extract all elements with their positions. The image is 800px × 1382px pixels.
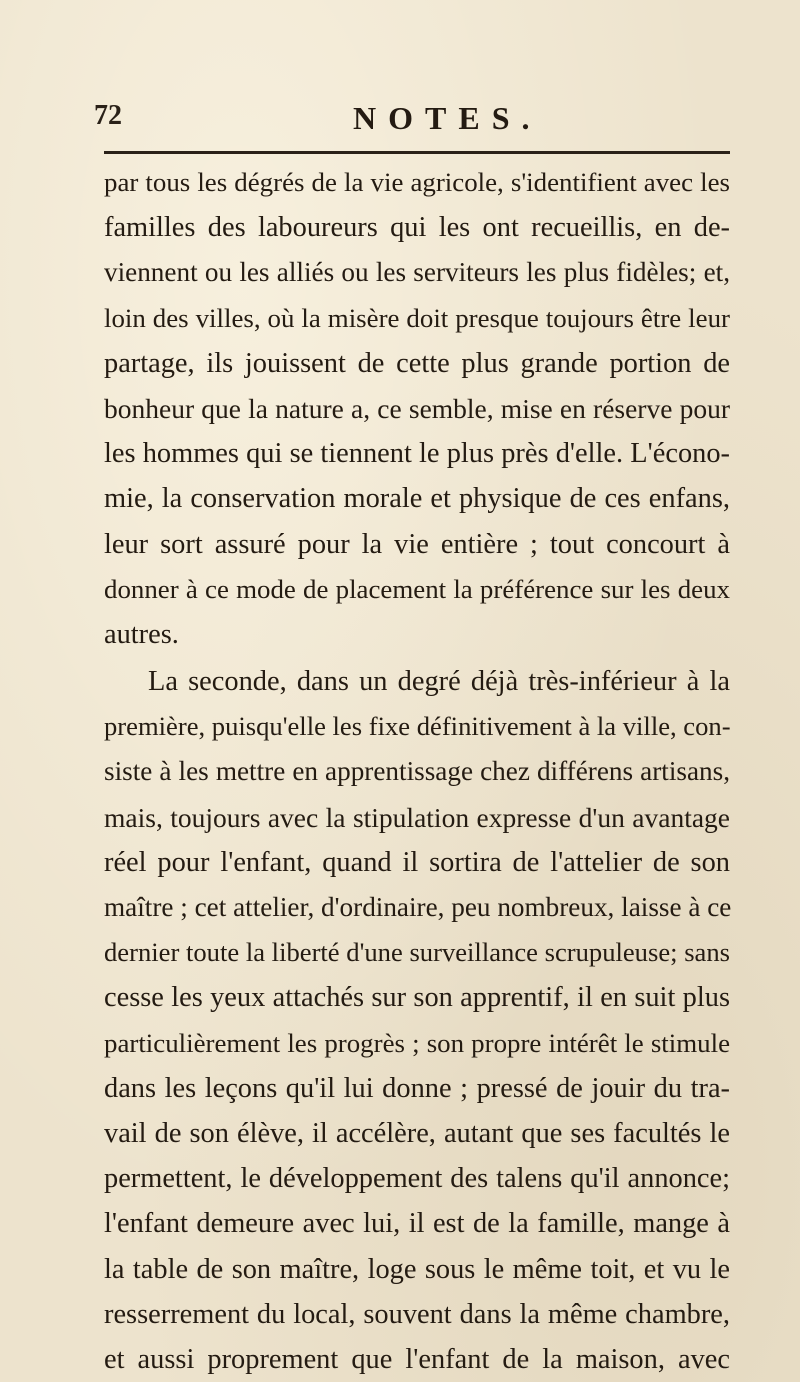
text-line: particulièrement les progrès ; son propre intérêt le stimule — [104, 1027, 730, 1058]
text-line: siste à les mettre en apprentissage chez différens artisans, — [104, 756, 730, 787]
text-line: première, puisqu'elle les fixe définitivement à la ville, con- — [104, 711, 731, 742]
text-line: loin des villes, où la misère doit presque toujours être leur — [104, 302, 730, 333]
text-line: et aussi proprement que l'enfant de la maison, avec — [104, 1343, 730, 1375]
text-line: bonheur que la nature a, ce semble, mise en réserve pour — [104, 392, 730, 424]
text-line: donner à ce mode de placement la préférence sur les deux — [104, 573, 730, 604]
text-line: dernier toute la liberté d'une surveillance scrupuleuse; sans — [104, 937, 730, 968]
page-number: 72 — [94, 100, 122, 131]
text-line: viennent ou les alliés ou les serviteurs les plus fidèles; et, — [104, 257, 730, 288]
text-line: par tous les dégrés de la vie agricole, s'identifient avec les — [104, 167, 730, 197]
text-line: mie, la conservation morale et physique de ces enfans, — [104, 483, 730, 515]
text-line: familles des laboureurs qui les ont recueillis, en de- — [104, 212, 730, 244]
running-title: NOTES. — [353, 100, 542, 136]
text-line: dans les leçons qu'il lui donne ; pressé de jouir du tra- — [104, 1072, 730, 1104]
page-header — [0, 100, 800, 150]
body-text — [104, 160, 730, 1382]
text-line: partage, ils jouissent de cette plus grande portion de — [104, 347, 730, 379]
text-line: permettent, le développement des talens qu'il annonce; — [104, 1163, 730, 1195]
text-line: mais, toujours avec la stipulation expresse d'un avantage — [104, 801, 730, 833]
paragraph-1 — [104, 160, 730, 657]
text-line: maître ; cet attelier, d'ordinaire, peu nombreux, laisse à ce — [104, 892, 732, 922]
header-rule — [104, 151, 730, 154]
text-line: la table de son maître, loge sous le même toit, et vu le — [104, 1253, 730, 1285]
text-line: l'enfant demeure avec lui, il est de la famille, mange à — [104, 1208, 730, 1240]
text-line: réel pour l'enfant, quand il sortira de l'attelier de son — [104, 846, 730, 878]
text-line: autres. — [104, 618, 179, 650]
text-line: resserrement du local, souvent dans la même chambre, — [104, 1298, 730, 1330]
text-line: vail de son élève, il accélère, autant que ses facultés le — [104, 1117, 730, 1149]
text-line: leur sort assuré pour la vie entière ; tout concourt à — [104, 528, 730, 560]
text-line: La seconde, dans un degré déjà très-inférieur à la — [148, 666, 730, 698]
text-line: les hommes qui se tiennent le plus près d'elle. L'écono- — [104, 438, 730, 470]
paragraph-2 — [104, 659, 730, 1382]
text-line: cesse les yeux attachés sur son apprentif, il en suit plus — [104, 982, 730, 1014]
